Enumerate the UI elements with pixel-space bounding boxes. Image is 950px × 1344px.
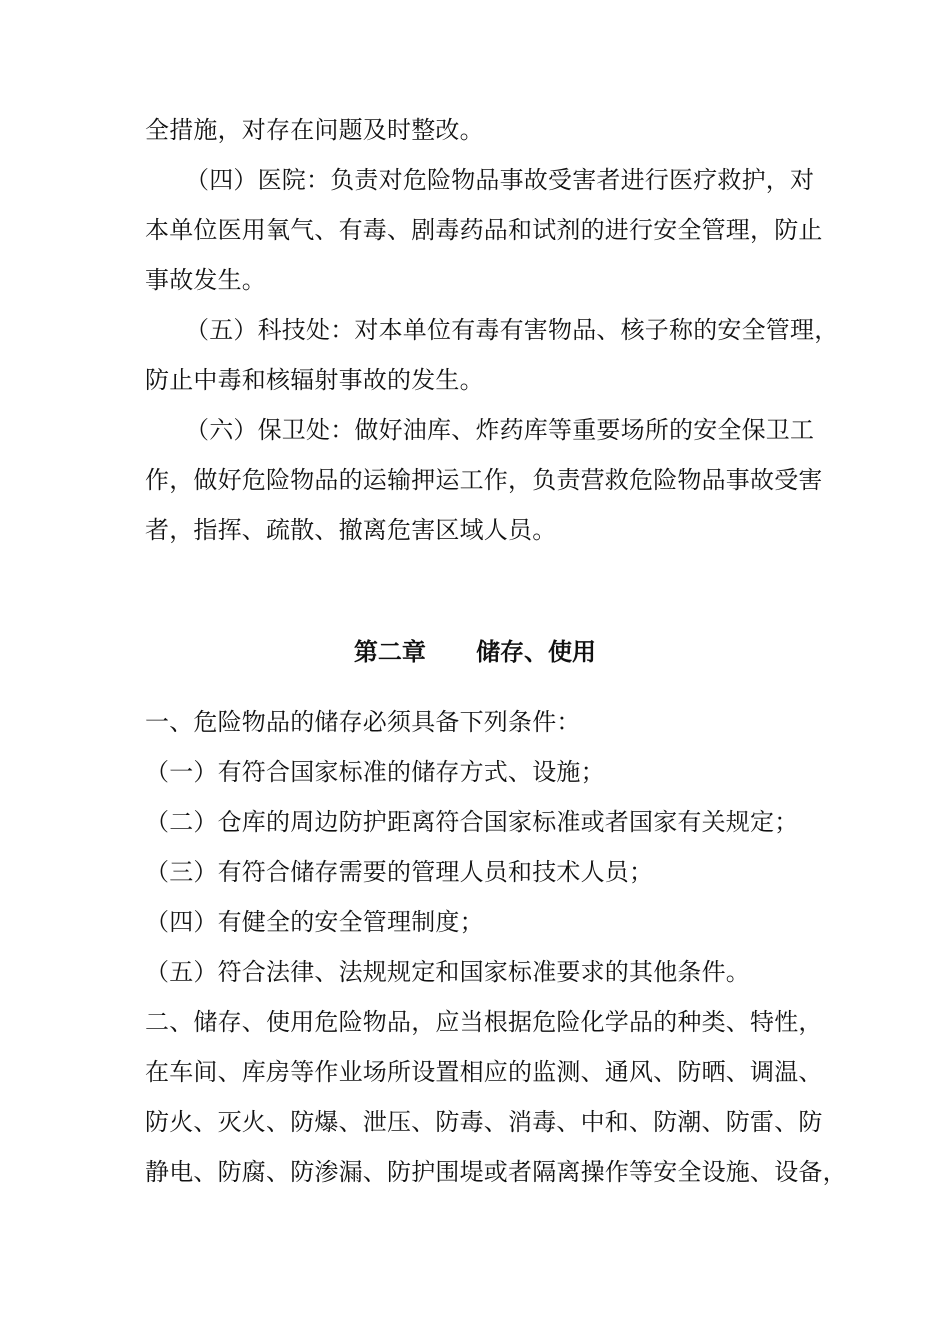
text-line: 防火、灭火、防爆、泄压、防毒、消毒、中和、防潮、防雷、防	[145, 1108, 823, 1136]
text-line: （一）有符合国家标准的储存方式、设施；	[145, 758, 605, 786]
chapter-title: 储存、使用	[476, 638, 597, 666]
text-line: 本单位医用氧气、有毒、剧毒药品和试剂的进行安全管理，防止	[145, 216, 823, 244]
text-line: 全措施，对存在问题及时整改。	[145, 116, 484, 144]
text-line: 作，做好危险物品的运输押运工作，负责营救危险物品事故受害	[145, 466, 823, 494]
text-line: （六）保卫处：做好油库、炸药库等重要场所的安全保卫工	[185, 416, 815, 444]
text-line: 在车间、库房等作业场所设置相应的监测、通风、防晒、调温、	[145, 1058, 823, 1086]
text-line: 二、储存、使用危险物品，应当根据危险化学品的种类、特性，	[145, 1008, 823, 1036]
text-line: （二）仓库的周边防护距离符合国家标准或者国家有关规定；	[145, 808, 799, 836]
text-line: （四）医院：负责对危险物品事故受害者进行医疗救护，对	[185, 166, 815, 194]
text-line: 一、危险物品的储存必须具备下列条件：	[145, 708, 581, 736]
text-line: （五）科技处：对本单位有毒有害物品、核子称的安全管理，	[185, 316, 839, 344]
chapter-heading	[0, 636, 950, 668]
text-line: （四）有健全的安全管理制度；	[145, 908, 484, 936]
text-line: 者，指挥、疏散、撤离危害区域人员。	[145, 516, 557, 544]
text-line: （三）有符合储存需要的管理人员和技术人员；	[145, 858, 654, 886]
text-line: 静电、防腐、防渗漏、防护围堤或者隔离操作等安全设施、设备，	[145, 1158, 847, 1186]
chapter-number: 第二章	[353, 638, 426, 666]
text-line: 防止中毒和核辐射事故的发生。	[145, 366, 484, 394]
text-line: （五）符合法律、法规规定和国家标准要求的其他条件。	[145, 958, 750, 986]
text-line: 事故发生。	[145, 266, 266, 294]
